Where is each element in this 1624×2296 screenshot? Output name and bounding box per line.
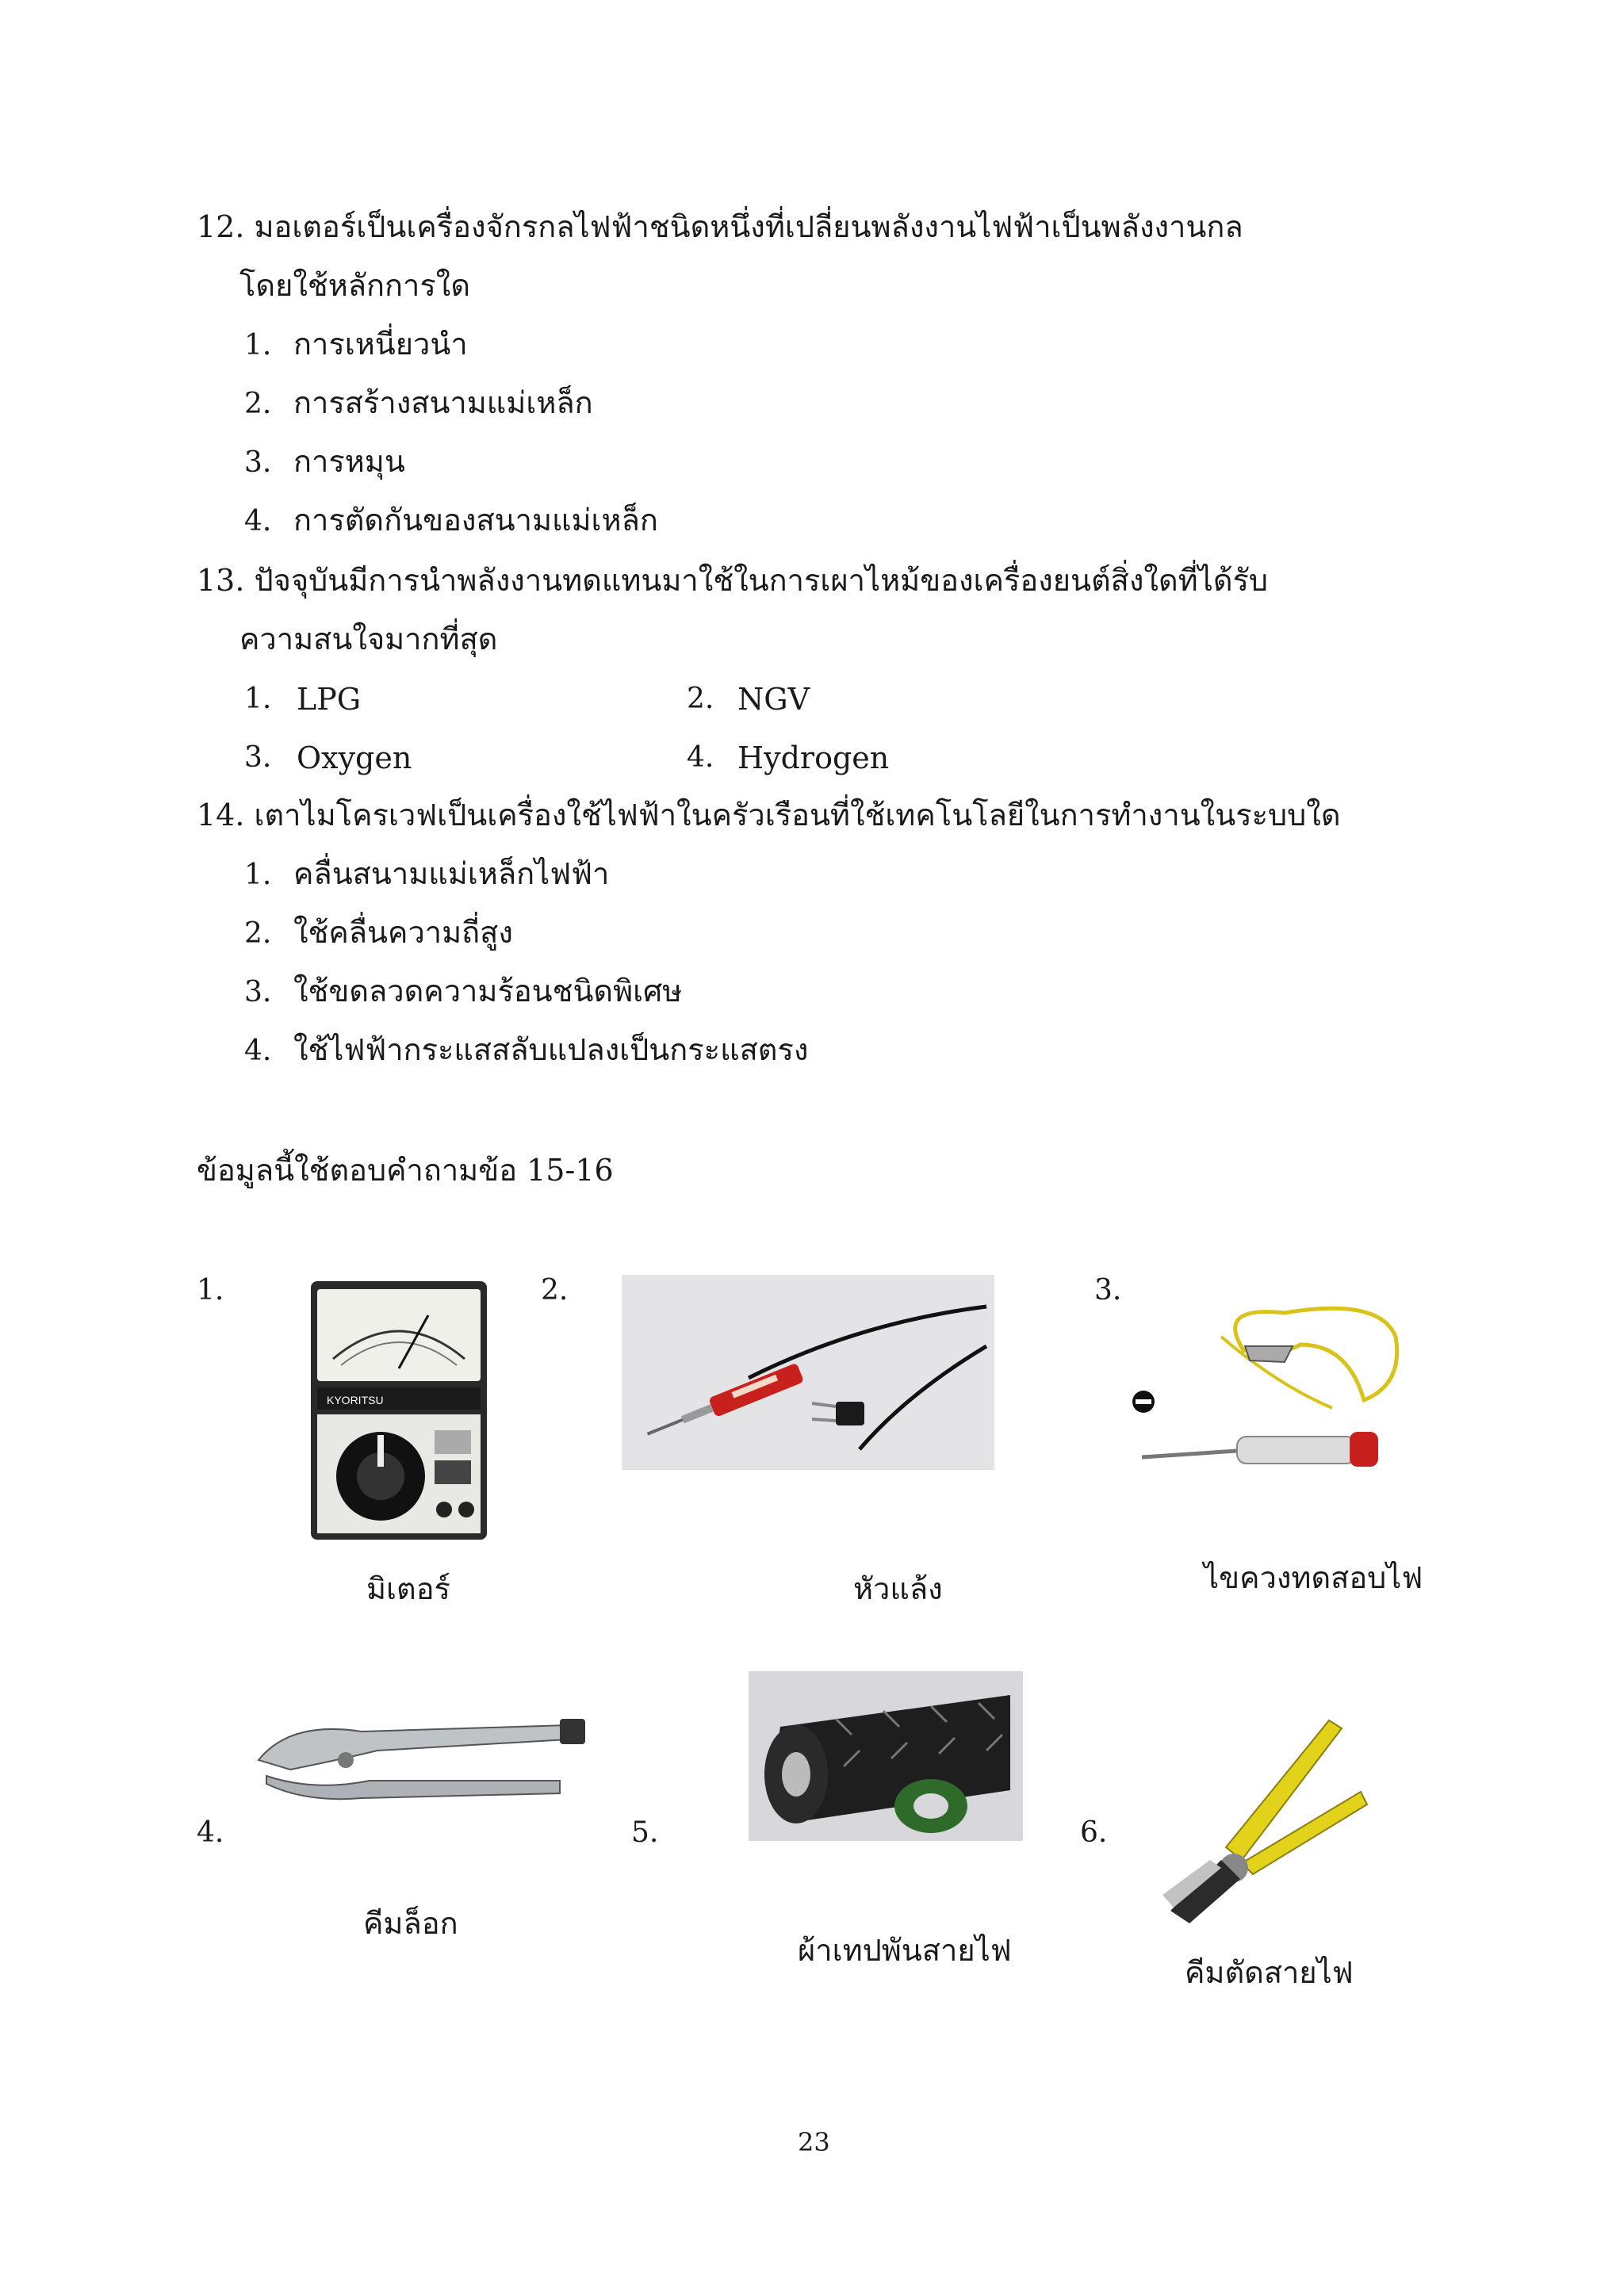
q12-option-3: การหมุน xyxy=(293,444,405,479)
q13-option-4: Hydrogen xyxy=(737,740,890,775)
q13-stem-line1: 13. ปัจจุบันมีการนำพลังงานทดแทนมาใช้ในการเผาไหม้ของเครื่องยนต์สิ่งใดที่ได้รับ xyxy=(197,563,1269,598)
tool-6-caption: คีมตัดสายไฟ xyxy=(1185,1955,1354,1990)
q14-option-1-num: 1. xyxy=(244,859,272,891)
q13-option-2: NGV xyxy=(737,682,810,717)
test-screwdriver-icon xyxy=(1126,1289,1443,1476)
page-number: 23 xyxy=(798,2127,830,2157)
q14-option-2-num: 2. xyxy=(244,917,272,950)
tool-4-num: 4. xyxy=(197,1816,224,1849)
locking-pliers-icon xyxy=(243,1705,592,1814)
tool-1-num: 1. xyxy=(197,1274,224,1307)
tool-5-caption: ผ้าเทปพันสายไฟ xyxy=(798,1933,1012,1968)
electrical-tape-icon xyxy=(749,1671,1023,1841)
multimeter-icon xyxy=(309,1280,488,1541)
q13-option-3: Oxygen xyxy=(297,740,412,775)
q13-stem-line2: ความสนใจมากที่สุด xyxy=(239,622,498,656)
q13-option-2-num: 2. xyxy=(687,683,714,715)
tool-2-num: 2. xyxy=(541,1274,569,1307)
tool-4-caption: คีมล็อก xyxy=(363,1906,458,1941)
q12-option-4: การตัดกันของสนามแม่เหล็ก xyxy=(293,503,658,538)
q13-option-1: LPG xyxy=(297,682,362,717)
q12-option-1-num: 1. xyxy=(244,329,272,362)
q14-option-1: คลื่นสนามแม่เหล็กไฟฟ้า xyxy=(293,856,610,891)
tool-6-num: 6. xyxy=(1080,1816,1108,1849)
info-heading: ข้อมูลนี้ใช้ตอบคำถามข้อ 15-16 xyxy=(197,1153,614,1188)
q12-option-1: การเหนี่ยวนำ xyxy=(293,327,468,362)
tool-3-caption: ไขควงทดสอบไฟ xyxy=(1204,1560,1423,1595)
tool-3-num: 3. xyxy=(1094,1274,1122,1307)
wire-cutter-icon xyxy=(1155,1705,1375,1925)
q12-stem-line2: โดยใช้หลักการใด xyxy=(239,268,471,303)
q12-option-2-num: 2. xyxy=(244,388,272,420)
q12-stem-line1: 12. มอเตอร์เป็นเครื่องจักรกลไฟฟ้าชนิดหนึ่งที่เปลี่ยนพลังงานไฟฟ้าเป็นพลังงานกล xyxy=(197,209,1243,244)
q13-option-3-num: 3. xyxy=(244,741,272,774)
q13-option-1-num: 1. xyxy=(244,683,272,715)
tool-2-caption: หัวแล้ง xyxy=(853,1571,943,1606)
soldering-iron-icon xyxy=(622,1275,994,1470)
q14-option-3: ใช้ขดลวดความร้อนชนิดพิเศษ xyxy=(293,974,683,1008)
tool-1-caption: มิเตอร์ xyxy=(366,1571,450,1606)
tool-5-num: 5. xyxy=(631,1816,659,1849)
q14-option-2: ใช้คลื่นความถี่สูง xyxy=(293,915,513,950)
q14-option-4-num: 4. xyxy=(244,1035,272,1067)
q12-option-2: การสร้างสนามแม่เหล็ก xyxy=(293,385,593,420)
multimeter-brand: KYORITSU xyxy=(327,1394,384,1406)
q12-option-4-num: 4. xyxy=(244,505,272,538)
q14-option-3-num: 3. xyxy=(244,976,272,1008)
q14-option-4: ใช้ไฟฟ้ากระแสสลับแปลงเป็นกระแสตรง xyxy=(293,1032,809,1067)
q12-option-3-num: 3. xyxy=(244,446,272,479)
q14-stem-line1: 14. เตาไมโครเวฟเป็นเครื่องใช้ไฟฟ้าในครัวเรือนที่ใช้เทคโนโลยีในการทำงานในระบบใด xyxy=(197,798,1341,832)
q13-option-4-num: 4. xyxy=(687,741,714,774)
